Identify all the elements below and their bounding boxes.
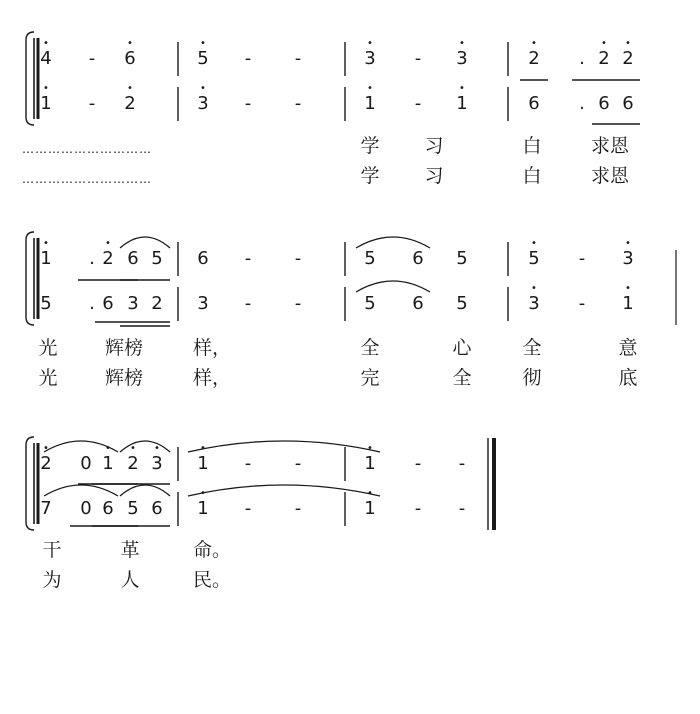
score-note: 6 — [102, 293, 114, 314]
score-note: - — [414, 498, 422, 519]
score-note: 1 • — [40, 238, 52, 269]
slur — [44, 485, 118, 496]
score-note: 1 • — [197, 443, 209, 474]
lyric-char: 习 — [424, 165, 444, 187]
score-note: 6 — [598, 93, 610, 114]
octave-dot: • — [367, 488, 373, 499]
lyric-char: 样， — [192, 337, 232, 359]
score-note: 0 — [80, 453, 92, 474]
octave-dot: • — [367, 443, 373, 454]
lyric-char: 学 — [360, 165, 380, 187]
score-note: - — [294, 93, 302, 114]
score-note: 6 — [151, 498, 163, 519]
score-note: 1 • — [456, 83, 468, 114]
score-note: - — [88, 93, 96, 114]
score-note: 6 — [412, 248, 424, 269]
score-note: 2 • — [102, 238, 114, 269]
score-note: 5 — [151, 248, 163, 269]
score-note: 6 — [412, 293, 424, 314]
octave-dot: • — [154, 443, 160, 454]
score-note: 5 — [456, 248, 468, 269]
slur — [120, 485, 170, 496]
lyric-char: 心 — [452, 337, 472, 359]
octave-dot: • — [601, 38, 607, 49]
system-brace — [26, 32, 34, 125]
octave-dot: • — [43, 83, 49, 94]
system-brace — [26, 232, 34, 325]
lyric-char: 彻 — [522, 367, 542, 389]
score-note: - — [244, 93, 252, 114]
lyric-char: 全 — [452, 367, 472, 389]
score-note: 6 — [528, 93, 540, 114]
score-note: - — [244, 293, 252, 314]
score-note: . — [579, 48, 585, 69]
tie — [188, 485, 380, 496]
score-note: - — [294, 453, 302, 474]
score-note: 5 — [364, 293, 376, 314]
score-note: - — [414, 48, 422, 69]
octave-dot: • — [127, 38, 133, 49]
score-note: - — [578, 293, 586, 314]
score-note: - — [414, 453, 422, 474]
lyric-char: 干 — [42, 539, 62, 561]
score-note: 2 • — [622, 38, 634, 69]
score-note: 2 • — [40, 443, 52, 474]
lyric-char: 白 — [522, 135, 542, 157]
score-note: . — [579, 93, 585, 114]
score-note: - — [88, 48, 96, 69]
lyric-char: 习 — [424, 135, 444, 157]
score-note: 2 • — [124, 83, 136, 114]
score-note: 3 • — [197, 83, 209, 114]
score-note: . — [89, 248, 95, 269]
score-note: 2 • — [127, 443, 139, 474]
score-note: - — [244, 48, 252, 69]
lyric-char: 完 — [360, 367, 380, 389]
score-note: 5 • — [197, 38, 209, 69]
score-note: 2 — [151, 293, 163, 314]
octave-dot: • — [200, 488, 206, 499]
octave-dot: • — [105, 443, 111, 454]
lyric-char: 意 — [618, 337, 638, 359]
slur — [356, 281, 430, 292]
lyric-char: 底 — [618, 367, 638, 389]
lyric-char: 人 — [120, 569, 140, 591]
score-note: 3 • — [151, 443, 163, 474]
score-note: 1 • — [364, 488, 376, 519]
system-brace — [26, 437, 34, 530]
lyric-char: 为 — [42, 569, 62, 591]
score-note: 1 • — [364, 443, 376, 474]
score-note: 3 • — [456, 38, 468, 69]
slur — [120, 441, 170, 452]
score-note: 1 • — [102, 443, 114, 474]
score-note: 5 — [127, 498, 139, 519]
score-note: 2 • — [528, 38, 540, 69]
score-note: - — [458, 498, 466, 519]
octave-dot: • — [130, 443, 136, 454]
score-note: 2 • — [598, 38, 610, 69]
score-note: - — [244, 453, 252, 474]
lyric-ellipsis: ………………………… — [22, 172, 152, 186]
lyric-char: 求恩 — [590, 135, 630, 157]
score-note: - — [294, 48, 302, 69]
lyric-char: 全 — [360, 337, 380, 359]
score-note: 5 — [40, 293, 52, 314]
lyric-char: 命。 — [192, 539, 232, 561]
score-note: 4 • — [40, 38, 52, 69]
score-note: 3 • — [622, 238, 634, 269]
score-note: 3 • — [364, 38, 376, 69]
octave-dot: • — [625, 283, 631, 294]
lyric-char: 样， — [192, 367, 232, 389]
score-note: 6 — [197, 248, 209, 269]
octave-dot: • — [531, 38, 537, 49]
score-note: . — [89, 293, 95, 314]
octave-dot: • — [43, 238, 49, 249]
score-note: 1 • — [622, 283, 634, 314]
lyric-char: 求恩 — [590, 165, 630, 187]
score-note: 6 — [102, 498, 114, 519]
lyric-char: 白 — [522, 165, 542, 187]
score-note: 5 — [456, 293, 468, 314]
octave-dot: • — [625, 238, 631, 249]
score-note: 5 — [364, 248, 376, 269]
score-note: 3 — [197, 293, 209, 314]
octave-dot: • — [459, 38, 465, 49]
score-note: 6 • — [124, 38, 136, 69]
score-note: 1 • — [364, 83, 376, 114]
score-note: - — [578, 248, 586, 269]
octave-dot: • — [367, 38, 373, 49]
score-note: 3 — [127, 293, 139, 314]
score-note: 3 • — [528, 283, 540, 314]
score-note: - — [294, 248, 302, 269]
lyric-char: 全 — [522, 337, 542, 359]
lyric-char: 辉榜 — [104, 367, 144, 389]
slur — [356, 237, 430, 248]
lyric-char: 学 — [360, 135, 380, 157]
octave-dot: • — [43, 443, 49, 454]
score-note: 6 — [622, 93, 634, 114]
lyric-char: 光 — [38, 367, 58, 389]
score-note: 0 — [80, 498, 92, 519]
score-note: - — [244, 498, 252, 519]
octave-dot: • — [367, 83, 373, 94]
octave-dot: • — [459, 83, 465, 94]
octave-dot: • — [625, 38, 631, 49]
score-note: - — [458, 453, 466, 474]
score-note: 1 • — [197, 488, 209, 519]
score-note: 7 — [40, 498, 52, 519]
score-note: 5 • — [528, 238, 540, 269]
score-note: - — [414, 93, 422, 114]
lyric-char: 革 — [120, 539, 140, 561]
octave-dot: • — [43, 38, 49, 49]
lyric-char: 民。 — [192, 569, 232, 591]
octave-dot: • — [127, 83, 133, 94]
octave-dot: • — [200, 443, 206, 454]
score-note: - — [294, 293, 302, 314]
score-note: - — [244, 248, 252, 269]
octave-dot: • — [105, 238, 111, 249]
lyric-char: 辉榜 — [104, 337, 144, 359]
score-note: - — [294, 498, 302, 519]
octave-dot: • — [200, 83, 206, 94]
lyric-char: 光 — [38, 337, 58, 359]
score-note: 1 • — [40, 83, 52, 114]
lyric-ellipsis: ………………………… — [22, 142, 152, 156]
slur — [120, 237, 170, 248]
score-note: 6 — [127, 248, 139, 269]
octave-dot: • — [200, 38, 206, 49]
octave-dot: • — [531, 238, 537, 249]
tie — [188, 441, 380, 452]
octave-dot: • — [531, 283, 537, 294]
